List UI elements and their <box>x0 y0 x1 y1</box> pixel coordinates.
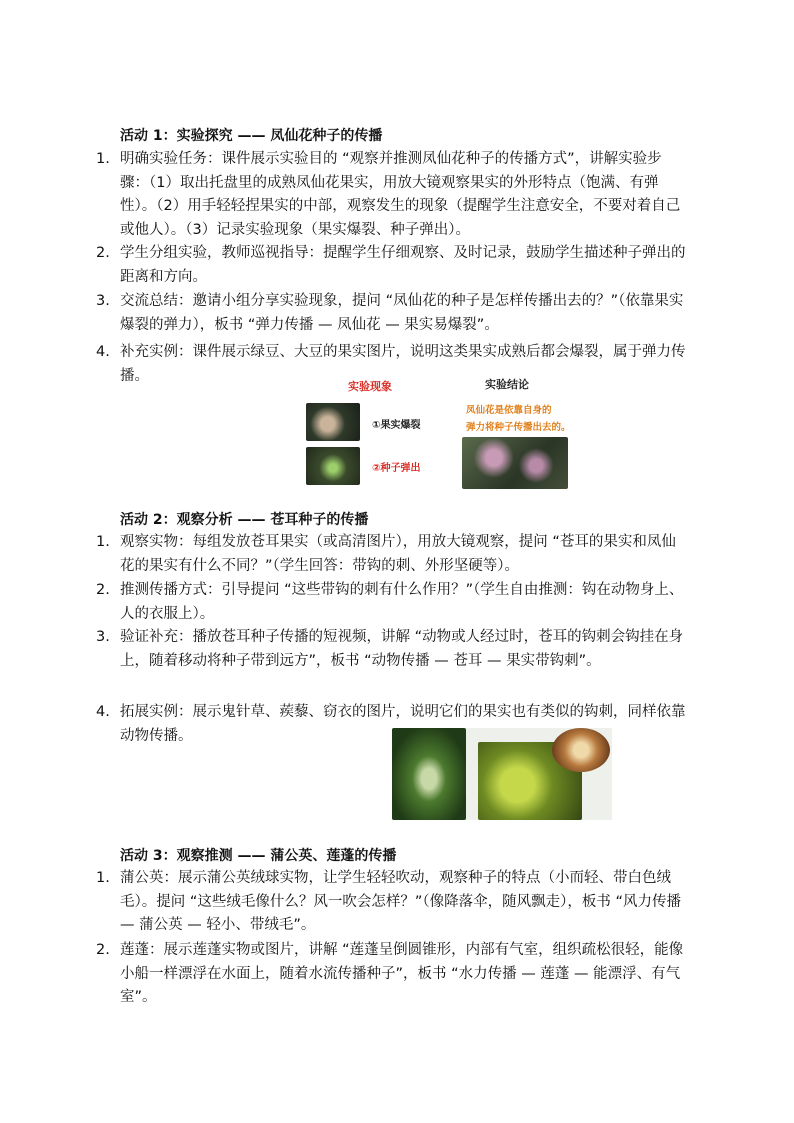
activity1-item-3 <box>96 290 686 337</box>
activity2-heading: 活动 2：观察分析 —— 苍耳种子的传播 <box>120 512 369 528</box>
activity1-item-1 <box>96 148 686 242</box>
list-number: 2. <box>96 942 110 958</box>
step1-label: ①果实爆裂 <box>372 420 421 431</box>
list-text: 补充实例：课件展示绿豆、大豆的果实图片，说明这类果实成熟后都会爆裂，属于弹力传播。 <box>120 344 686 384</box>
activity3-item-2 <box>96 939 686 1010</box>
list-text: 明确实验任务：课件展示实验目的 “观察并推测凤仙花种子的传播方式”，讲解实验步骤：（1）取出托盘里的成熟凤仙花果实，用放大镜观察果实的外形特点（饱满、有弹性）。（2）用手轻轻捏果实的中部，观察发生的现象（提醒学生注意安全，不要对着自己或他人）。（3）记录实验现象（果实爆裂、种子弹出）。 <box>120 151 681 238</box>
list-text: 拓展实例：展示鬼针草、蒺藜、窃衣的图片，说明它们的果实也有类似的钩刺，同样依靠动物传播。 <box>120 704 686 744</box>
list-text: 交流总结：邀请小组分享实验现象，提问 “凤仙花的种子是怎样传播出去的？”（依靠果实爆裂的弹力），板书 “弹力传播 — 凤仙花 — 果实易爆裂”。 <box>120 293 684 333</box>
activity1-heading: 活动 1：实验探究 —— 凤仙花种子的传播 <box>120 128 383 144</box>
hooked-fruits-figure <box>392 728 612 820</box>
list-text: 莲蓬：展示莲蓬实物或图片，讲解 “莲蓬呈倒圆锥形，内部有气室，组织疏松很轻，能像小船一样漂浮在水面上，随着水流传播种子”，板书 “水力传播 — 莲蓬 — 能漂浮、有气室”。 <box>120 942 684 1005</box>
seed-eject-photo <box>306 447 360 485</box>
conclusion-title: 实验结论 <box>485 378 529 391</box>
activity3-heading: 活动 3：观察推测 —— 蒲公英、莲蓬的传播 <box>120 848 397 864</box>
list-number: 4. <box>96 704 110 720</box>
phenomenon-title: 实验现象 <box>348 380 392 393</box>
activity2-item-1 <box>96 531 686 578</box>
list-text: 学生分组实验，教师巡视指导：提醒学生仔细观察、及时记录，鼓励学生描述种子弹出的距离和方向。 <box>120 245 686 285</box>
list-text: 蒲公英：展示蒲公英绒球实物，让学生轻轻吹动，观察种子的特点（小而轻、带白色绒毛）。提问 “这些绒毛像什么？风一吹会怎样？”（像降落伞，随风飘走），板书 “风力传播 — 蒲公英 — 轻小、带绒毛”。 <box>120 870 682 933</box>
list-number: 2. <box>96 582 110 598</box>
fruit-photo-1 <box>392 728 466 820</box>
list-text: 观察实物：每组发放苍耳果实（或高清图片），用放大镜观察，提问 “苍耳的果实和凤仙花的果实有什么不同？”（学生回答：带钩的刺、外形坚硬等）。 <box>120 534 676 574</box>
experiment-figure <box>300 373 590 491</box>
step2-label: ②种子弹出 <box>372 463 421 474</box>
conclusion-line1: 凤仙花是依靠自身的 <box>466 405 552 416</box>
list-number: 1. <box>96 870 110 886</box>
list-number: 1. <box>96 534 110 550</box>
burr-closeup-photo <box>552 728 610 772</box>
impatiens-flower-photo <box>462 437 568 489</box>
activity2-item-2 <box>96 579 686 626</box>
conclusion-line2: 弹力将种子传播出去的。 <box>466 422 571 433</box>
list-number: 4. <box>96 344 110 360</box>
list-number: 3. <box>96 629 110 645</box>
fruit-burst-photo <box>306 403 360 441</box>
list-text: 验证补充：播放苍耳种子传播的短视频，讲解 “动物或人经过时，苍耳的钩刺会钩挂在身上，随着移动将种子带到远方”，板书 “动物传播 — 苍耳 — 果实带钩刺”。 <box>120 629 684 669</box>
list-number: 2. <box>96 245 110 261</box>
activity3-item-1 <box>96 867 686 938</box>
list-number: 1. <box>96 151 110 167</box>
activity2-item-3 <box>96 626 686 673</box>
activity1-item-2 <box>96 242 686 289</box>
list-text: 推测传播方式：引导提问 “这些带钩的刺有什么作用？”（学生自由推测：钩在动物身上、人的衣服上）。 <box>120 582 684 622</box>
list-number: 3. <box>96 293 110 309</box>
